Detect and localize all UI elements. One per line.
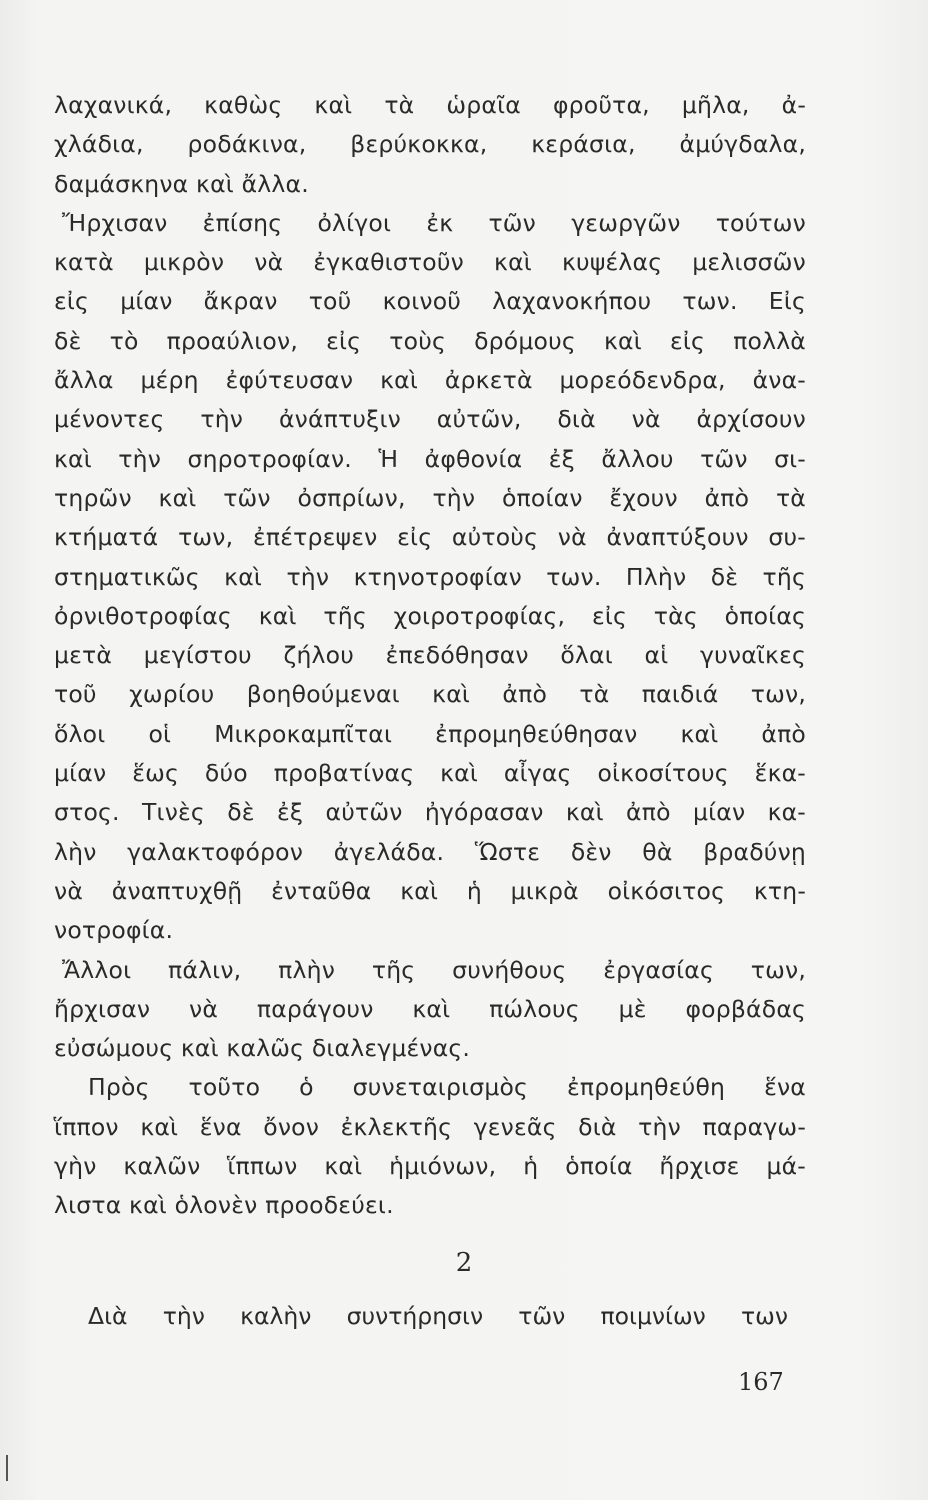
- text-line: Πρὸς τοῦτο ὁ συνεταιρισμὸς ἐπρομηθεύθη ἕνα: [88, 1073, 806, 1102]
- section-first-line: Διὰ τὴν καλὴν συντήρησιν τῶν ποιμνίων των: [88, 1302, 788, 1330]
- text-line: λὴν γαλακτοφόρον ἀγελάδα. Ὥστε δὲν θὰ βραδύνῃ: [54, 837, 806, 866]
- text-line: μίαν ἕως δύο προβατίνας καὶ αἶγας οἰκοσίτους ἕκα-: [54, 759, 806, 788]
- text-line: ἤρχισαν νὰ παράγουν καὶ πώλους μὲ φορβάδας: [54, 994, 806, 1023]
- text-line: ἄλλα μέρη ἐφύτευσαν καὶ ἀρκετὰ μορεόδενδρα, ἀνα-: [54, 366, 806, 395]
- text-line: λαχανικά, καθὼς καὶ τὰ ὡραῖα φροῦτα, μῆλα, ἀ-: [54, 91, 806, 119]
- scan-edge-mark: [6, 1455, 8, 1481]
- text-line: εὐσώμους καὶ καλῶς διαλεγμένας.: [54, 1034, 471, 1063]
- section-number: 2: [455, 1248, 473, 1278]
- text-line: ὀρνιθοτροφίας καὶ τῆς χοιροτροφίας, εἰς τὰς ὁποίας: [54, 601, 806, 630]
- text-line: τηρῶν καὶ τῶν ὀσπρίων, τὴν ὁποίαν ἔχουν ἀπὸ τὰ: [54, 483, 806, 512]
- text-line: κατὰ μικρὸν νὰ ἐγκαθιστοῦν καὶ κυψέλας μελισσῶν: [54, 248, 806, 277]
- text-line: δαμάσκηνα καὶ ἄλλα.: [54, 169, 309, 198]
- text-line: κτήματά των, ἐπέτρεψεν εἰς αὐτοὺς νὰ ἀναπτύξουν συ-: [54, 523, 806, 552]
- text-line: ὅλοι οἱ Μικροκαμπῖται ἐπρομηθεύθησαν καὶ ἀπὸ: [54, 719, 806, 748]
- text-line: Ἄλλοι πάλιν, πλὴν τῆς συνήθους ἐργασίας των,: [62, 955, 806, 984]
- text-line: εἰς μίαν ἄκραν τοῦ κοινοῦ λαχανοκήπου των. Εἰς: [54, 287, 806, 316]
- page-number: 167: [738, 1368, 784, 1396]
- text-line: μένοντες τὴν ἀνάπτυξιν αὐτῶν, διὰ νὰ ἀρχίσουν: [54, 405, 806, 434]
- text-line: καὶ τὴν σηροτροφίαν. Ἡ ἀφθονία ἐξ ἄλλου τῶν σι-: [54, 444, 806, 473]
- text-line: χλάδια, ροδάκινα, βερύκοκκα, κεράσια, ἀμύγδαλα,: [54, 130, 806, 159]
- body-text: [54, 86, 806, 1226]
- text-line: Ἤρχισαν ἐπίσης ὀλίγοι ἐκ τῶν γεωργῶν τούτων: [62, 208, 806, 237]
- text-line: τοῦ χωρίου βοηθούμεναι καὶ ἀπὸ τὰ παιδιά των,: [54, 680, 806, 709]
- text-line: μετὰ μεγίστου ζήλου ἐπεδόθησαν ὅλαι αἱ γυναῖκες: [54, 641, 806, 670]
- text-line: στος. Τινὲς δὲ ἐξ αὐτῶν ἠγόρασαν καὶ ἀπὸ μίαν κα-: [54, 798, 806, 827]
- text-line: νὰ ἀναπτυχθῇ ἐνταῦθα καὶ ἡ μικρὰ οἰκόσιτος κτη-: [54, 876, 806, 905]
- text-line: λιστα καὶ ὁλονὲν προοδεύει.: [54, 1191, 394, 1220]
- text-line: γὴν καλῶν ἵππων καὶ ἡμιόνων, ἡ ὁποία ἤρχισε μά-: [54, 1152, 806, 1181]
- text-line: νοτροφία.: [54, 916, 174, 945]
- text-line: δὲ τὸ προαύλιον, εἰς τοὺς δρόμους καὶ εἰς πολλὰ: [54, 326, 806, 355]
- text-line: ἵππον καὶ ἕνα ὄνον ἐκλεκτῆς γενεᾶς διὰ τὴν παραγω-: [54, 1112, 806, 1141]
- text-line: στηματικῶς καὶ τὴν κτηνοτροφίαν των. Πλὴν δὲ τῆς: [54, 562, 806, 591]
